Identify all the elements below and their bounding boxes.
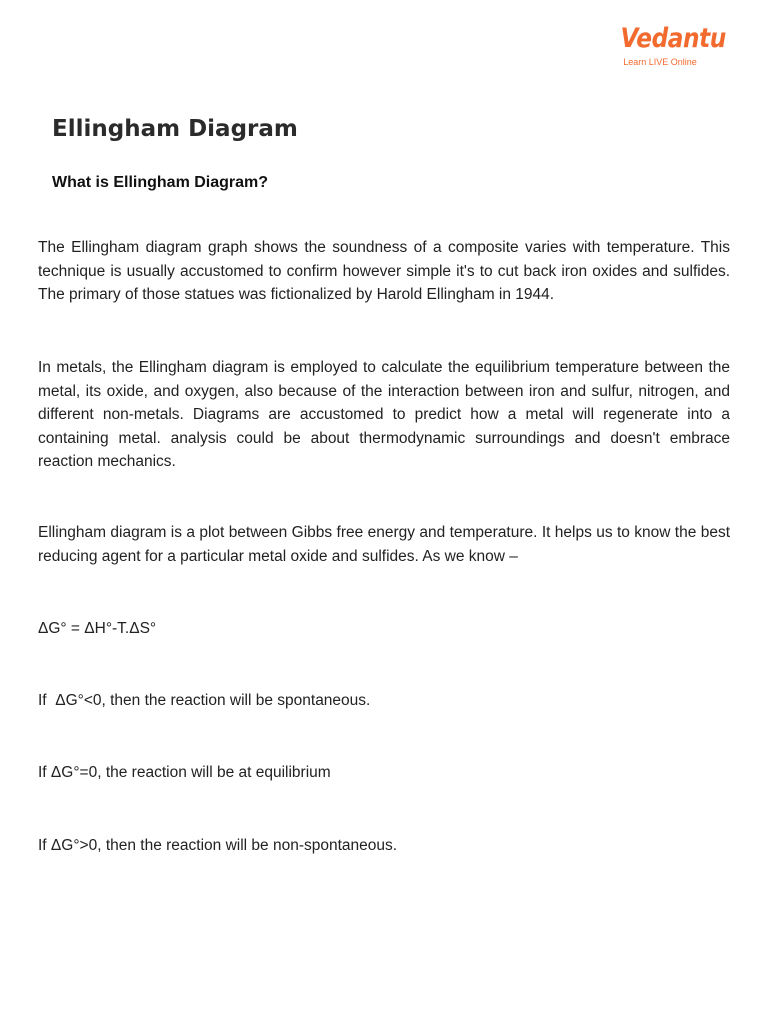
condition-equilibrium: If ΔG°=0, the reaction will be at equilibrium xyxy=(38,764,331,781)
condition-non-spontaneous: If ΔG°>0, then the reaction will be non-spontaneous. xyxy=(38,837,398,854)
condition-spontaneous: If ΔG°<0, then the reaction will be spontaneous. xyxy=(38,692,371,709)
paragraph-intro: The Ellingham diagram graph shows the soundness of a composite varies with temperature. This technique is usually accustomed to confirm however simple it's to cut back iron oxides and sulfides. The primary of those statues was fictionalized by Harold Ellingham in 1944. xyxy=(38,239,730,303)
paragraph-metals: In metals, the Ellingham diagram is employed to calculate the equilibrium temperature between the metal, its oxide, and oxygen, also because of the interaction between iron and sulfur, nitrogen, and different non-metals. Diagrams are accustomed to predict how a metal will regenerate into a containing metal. analysis could be about thermodynamic surroundings and doesn't embrace reaction mechanics. xyxy=(38,359,730,470)
gibbs-equation: ΔG° = ΔH°-T.ΔS° xyxy=(38,620,157,637)
section-heading: What is Ellingham Diagram? xyxy=(52,174,269,191)
paragraph-gibbs: Ellingham diagram is a plot between Gibbs free energy and temperature. It helps us to know the best reducing agent for a particular metal oxide and sulfides. As we know – xyxy=(38,524,730,565)
page-title: Ellingham Diagram xyxy=(52,116,298,142)
logo-tagline: Learn LIVE Online xyxy=(623,57,697,67)
vedantu-logo xyxy=(614,22,726,72)
logo-wordmark: Vedantu xyxy=(620,23,726,54)
